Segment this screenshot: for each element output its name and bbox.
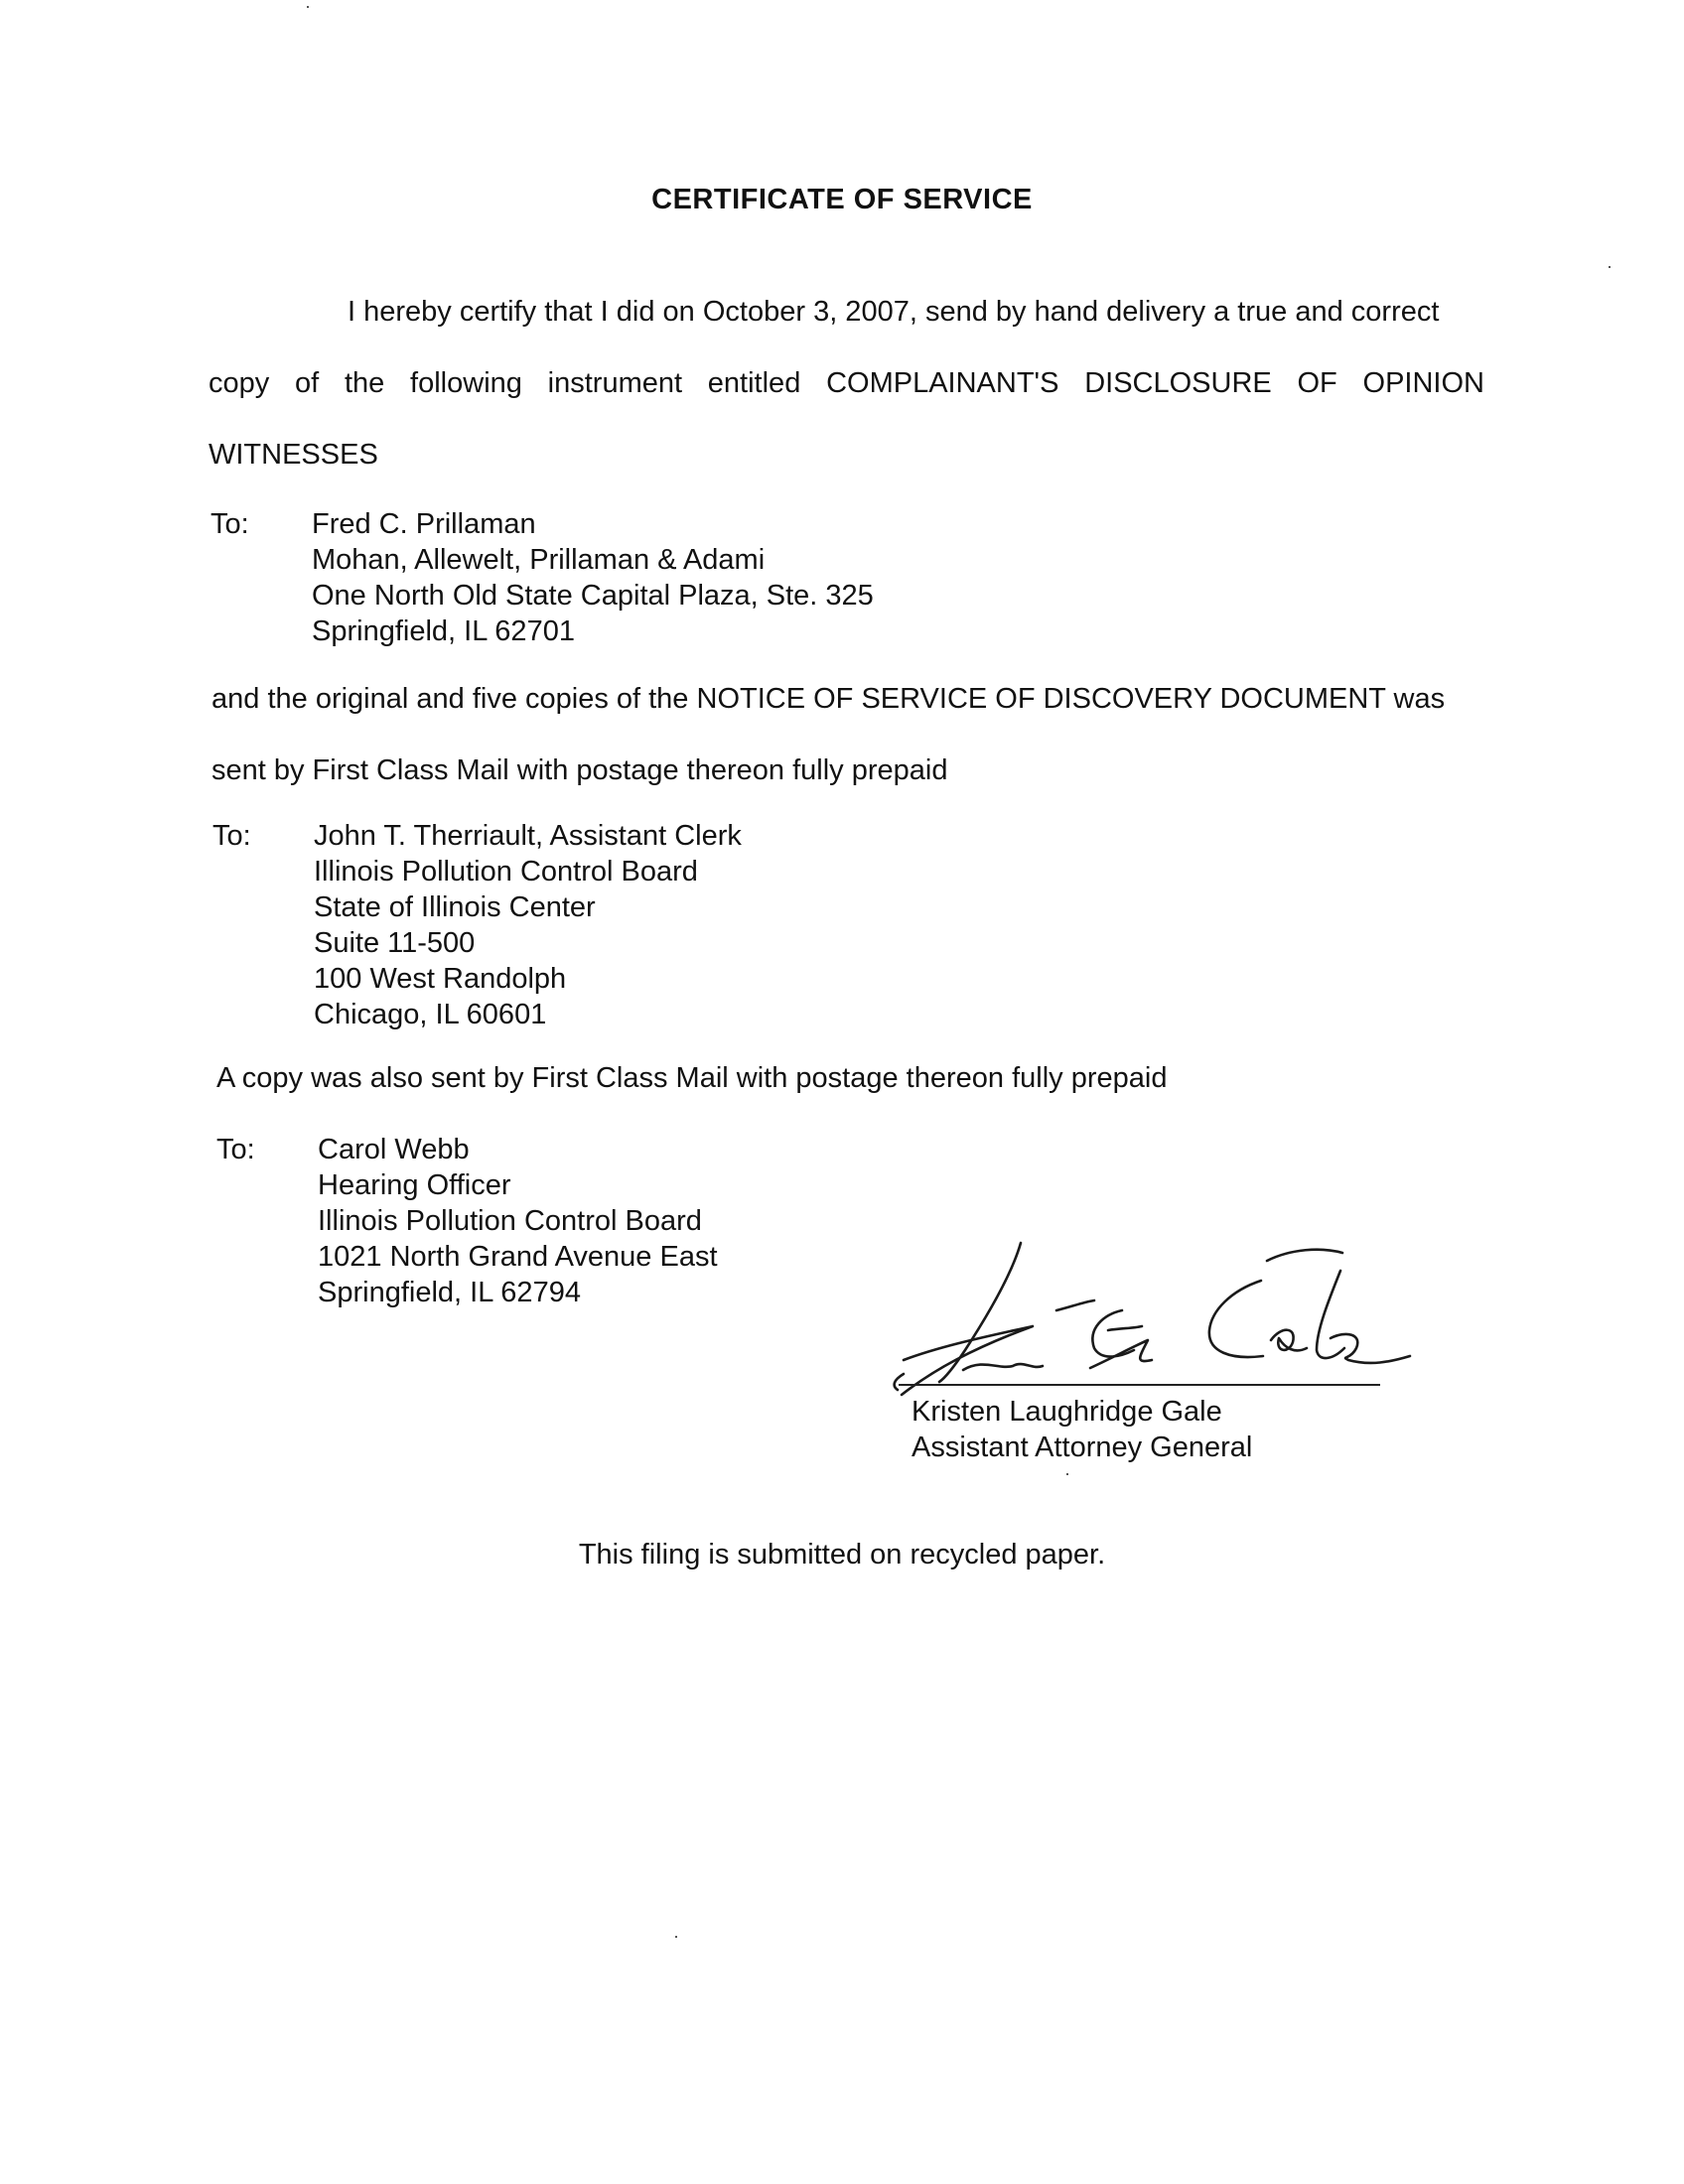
signer-title: Assistant Attorney General <box>912 1432 1253 1463</box>
address-line: State of Illinois Center <box>314 891 596 923</box>
address-line: John T. Therriault, Assistant Clerk <box>314 820 742 852</box>
scan-speck <box>307 6 309 8</box>
middle-line-2: sent by First Class Mail with postage thereon fully prepaid <box>211 754 948 786</box>
address-line: Illinois Pollution Control Board <box>318 1205 702 1237</box>
signature-block <box>912 1394 1252 1465</box>
footer-note: This filing is submitted on recycled paper. <box>578 1539 1106 1570</box>
scan-speck <box>1066 1473 1068 1475</box>
copy-line: A copy was also sent by First Class Mail with postage thereon fully prepaid <box>216 1062 1168 1094</box>
address-line: 100 West Randolph <box>314 963 567 995</box>
address-line: Springfield, IL 62794 <box>318 1277 581 1308</box>
scan-speck <box>1609 266 1611 268</box>
document-title: CERTIFICATE OF SERVICE <box>651 184 1033 215</box>
address-line: Carol Webb <box>318 1134 470 1165</box>
address-line: One North Old State Capital Plaza, Ste. 325 <box>312 580 874 612</box>
scan-speck <box>675 1936 677 1938</box>
address-line: Hearing Officer <box>318 1169 511 1201</box>
recipient-address-3 <box>318 1132 718 1310</box>
recipient-address-1 <box>312 506 874 649</box>
intro-line-1: I hereby certify that I did on October 3, 2007, send by hand delivery a true and correct <box>348 296 1440 328</box>
address-line: Fred C. Prillaman <box>312 508 536 540</box>
address-line: Illinois Pollution Control Board <box>314 856 698 887</box>
signer-name: Kristen Laughridge Gale <box>912 1396 1222 1428</box>
address-line: 1021 North Grand Avenue East <box>318 1241 718 1273</box>
to-label: To: <box>216 1134 255 1165</box>
to-label: To: <box>212 820 251 852</box>
address-line: Mohan, Allewelt, Prillaman & Adami <box>312 544 766 576</box>
intro-line-3: WITNESSES <box>209 439 378 471</box>
to-label: To: <box>210 508 249 540</box>
middle-line-1: and the original and five copies of the NOTICE OF SERVICE OF DISCOVERY DOCUMENT was <box>211 683 1446 715</box>
address-line: Suite 11-500 <box>314 927 476 959</box>
recipient-address-2 <box>314 818 742 1032</box>
intro-line-2: copy of the following instrument entitled COMPLAINANT'S DISCLOSURE OF OPINION <box>209 367 1484 399</box>
address-line: Chicago, IL 60601 <box>314 999 547 1030</box>
signature-line <box>899 1384 1380 1386</box>
address-line: Springfield, IL 62701 <box>312 615 575 647</box>
